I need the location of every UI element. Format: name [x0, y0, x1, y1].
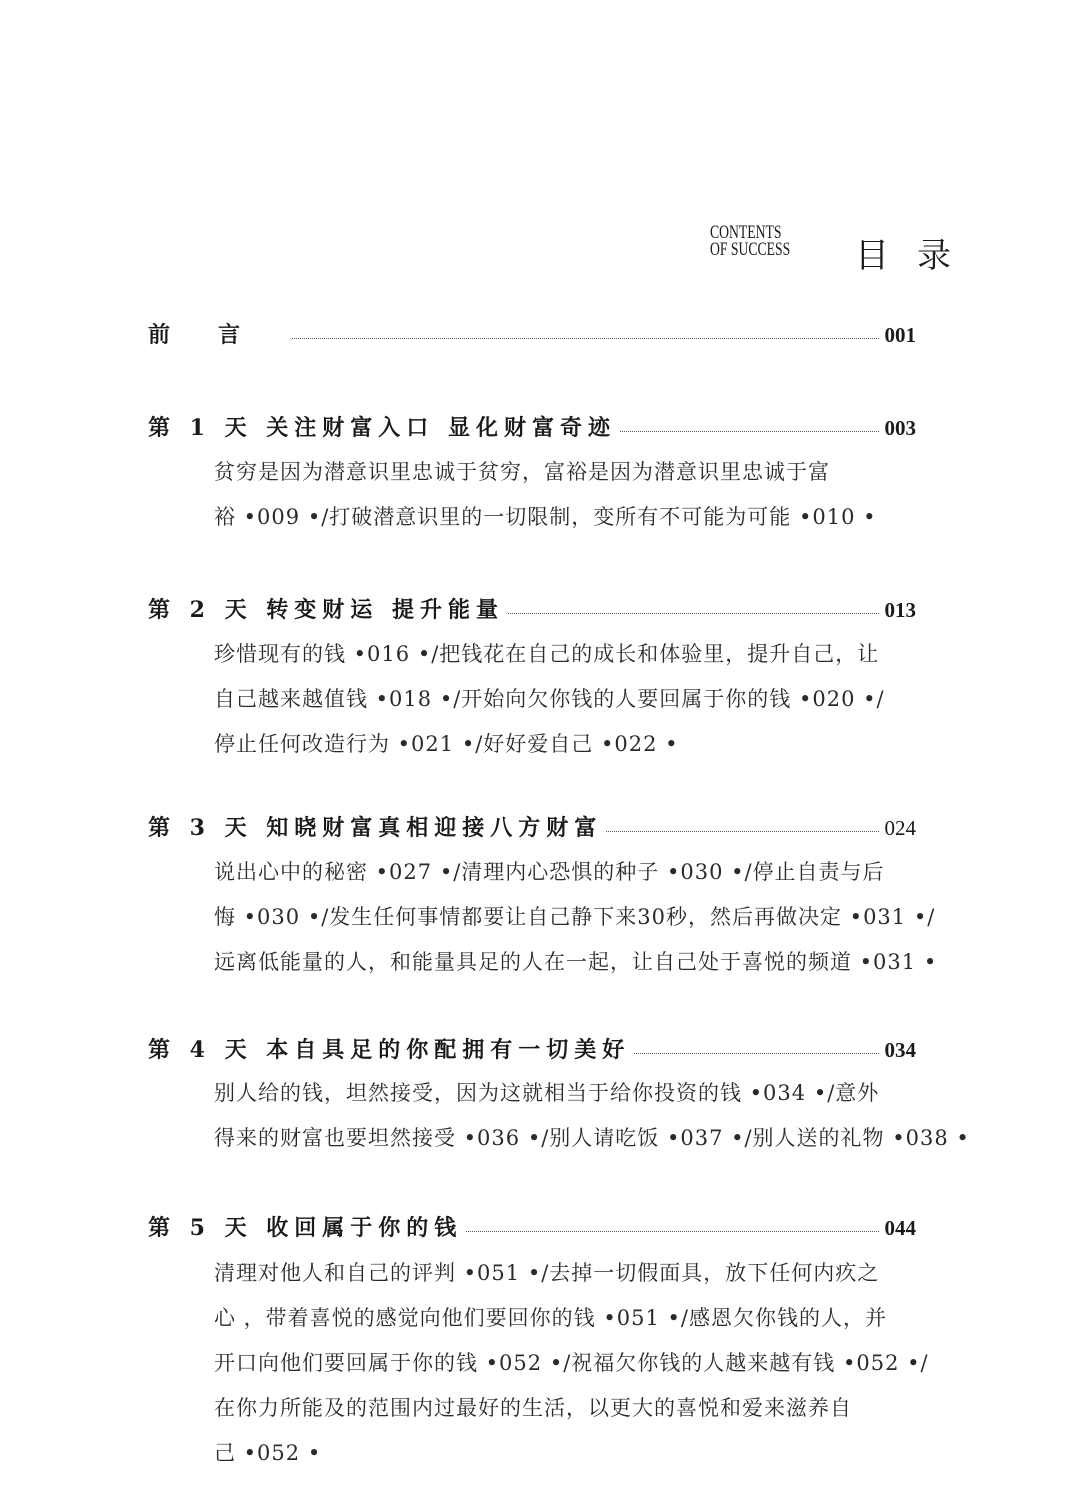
- toc-entry-day1[interactable]: [148, 411, 916, 442]
- subtopic-line: 得来的财富也要坦然接受 •036 •/别人请吃饭 •037 •/别人送的礼物 •038 •: [214, 1126, 970, 1150]
- contents-header: [710, 224, 860, 258]
- toc-entry-page: 044: [884, 1216, 916, 1240]
- leader-dots: [606, 831, 878, 832]
- subtopic-line: 清理对他人和自己的评判 •051 •/去掉一切假面具，放下任何内疚之: [214, 1261, 880, 1285]
- toc-entry-preface[interactable]: [148, 318, 916, 349]
- subtopic-line: 开口向他们要回属于你的钱 •052 •/祝福欠你钱的人越来越有钱 •052 •/: [214, 1351, 929, 1375]
- toc-entry-label: 第 5 天 收回属于你的钱: [148, 1215, 463, 1241]
- toc-entry-page: 034: [884, 1038, 916, 1062]
- contents-en-line2: OF SUCCESS: [710, 239, 791, 260]
- toc-entry-label: 第 1 天 关注财富入口 显化财富奇迹: [148, 415, 616, 441]
- leader-dots: [620, 431, 879, 432]
- subtopic-line: 自己越来越值钱 •018 •/开始向欠你钱的人要回属于你的钱 •020 •/: [214, 687, 885, 711]
- subtopic-line: 在你力所能及的范围内过最好的生活，以更大的喜悦和爱来滋养自: [214, 1396, 852, 1420]
- contents-en-line1: CONTENTS: [710, 222, 782, 243]
- subtopic-line: 裕 •009 •/打破潜意识里的一切限制，变所有不可能为可能 •010 •: [214, 505, 877, 529]
- leader-dots: [292, 338, 878, 339]
- toc-subtopics-day4: [214, 1071, 970, 1161]
- toc-subtopics-day2: [214, 632, 934, 767]
- page-title: 目录: [855, 236, 979, 276]
- subtopic-line: 心 ，带着喜悦的感觉向他们要回你的钱 •051 •/感恩欠你钱的人，并: [214, 1306, 887, 1330]
- subtopic-line: 停止任何改造行为 •021 •/好好爱自己 •022 •: [214, 732, 679, 756]
- subtopic-line: 别人给的钱，坦然接受，因为这就相当于给你投资的钱 •034 •/意外: [214, 1081, 880, 1105]
- toc-subtopics-day3: [214, 850, 938, 985]
- toc-entry-label: 第 2 天 转变财运 提升能量: [148, 597, 504, 623]
- toc-entry-day2[interactable]: [148, 593, 916, 624]
- leader-dots: [508, 613, 879, 614]
- subtopic-line: 珍惜现有的钱 •016 •/把钱花在自己的成长和体验里，提升自己，让: [214, 642, 880, 666]
- subtopic-line: 远离低能量的人，和能量具足的人在一起，让自己处于喜悦的频道 •031 •: [214, 950, 938, 974]
- leader-dots: [634, 1053, 878, 1054]
- toc-entry-day5[interactable]: [148, 1211, 916, 1242]
- toc-subtopics-day5: [214, 1251, 934, 1476]
- subtopic-line: 贫穷是因为潜意识里忠诚于贫穷，富裕是因为潜意识里忠诚于富: [214, 460, 830, 484]
- toc-entry-label: 第 3 天 知晓财富真相迎接八方财富: [148, 815, 603, 841]
- subtopic-line: 说出心中的秘密 •027 •/清理内心恐惧的种子 •030 •/停止自责与后: [214, 860, 885, 884]
- leader-dots: [466, 1231, 878, 1232]
- toc-entry-day3[interactable]: [148, 811, 916, 842]
- toc-entry-label: 前言: [148, 322, 289, 348]
- toc-entry-page: 024: [884, 816, 916, 840]
- subtopic-line: 悔 •030 •/发生任何事情都要让自己静下来30秒，然后再做决定 •031 •/: [214, 905, 936, 929]
- subtopic-line: 己 •052 •: [214, 1441, 322, 1465]
- toc-entry-label: 第 4 天 本自具足的你配拥有一切美好: [148, 1037, 631, 1063]
- toc-entry-page: 003: [884, 416, 916, 440]
- toc-subtopics-day1: [214, 450, 934, 540]
- contents-en-label: [710, 224, 818, 258]
- toc-entry-day4[interactable]: [148, 1033, 916, 1064]
- toc-entry-page: 013: [884, 598, 916, 622]
- toc-entry-page: 001: [884, 323, 916, 347]
